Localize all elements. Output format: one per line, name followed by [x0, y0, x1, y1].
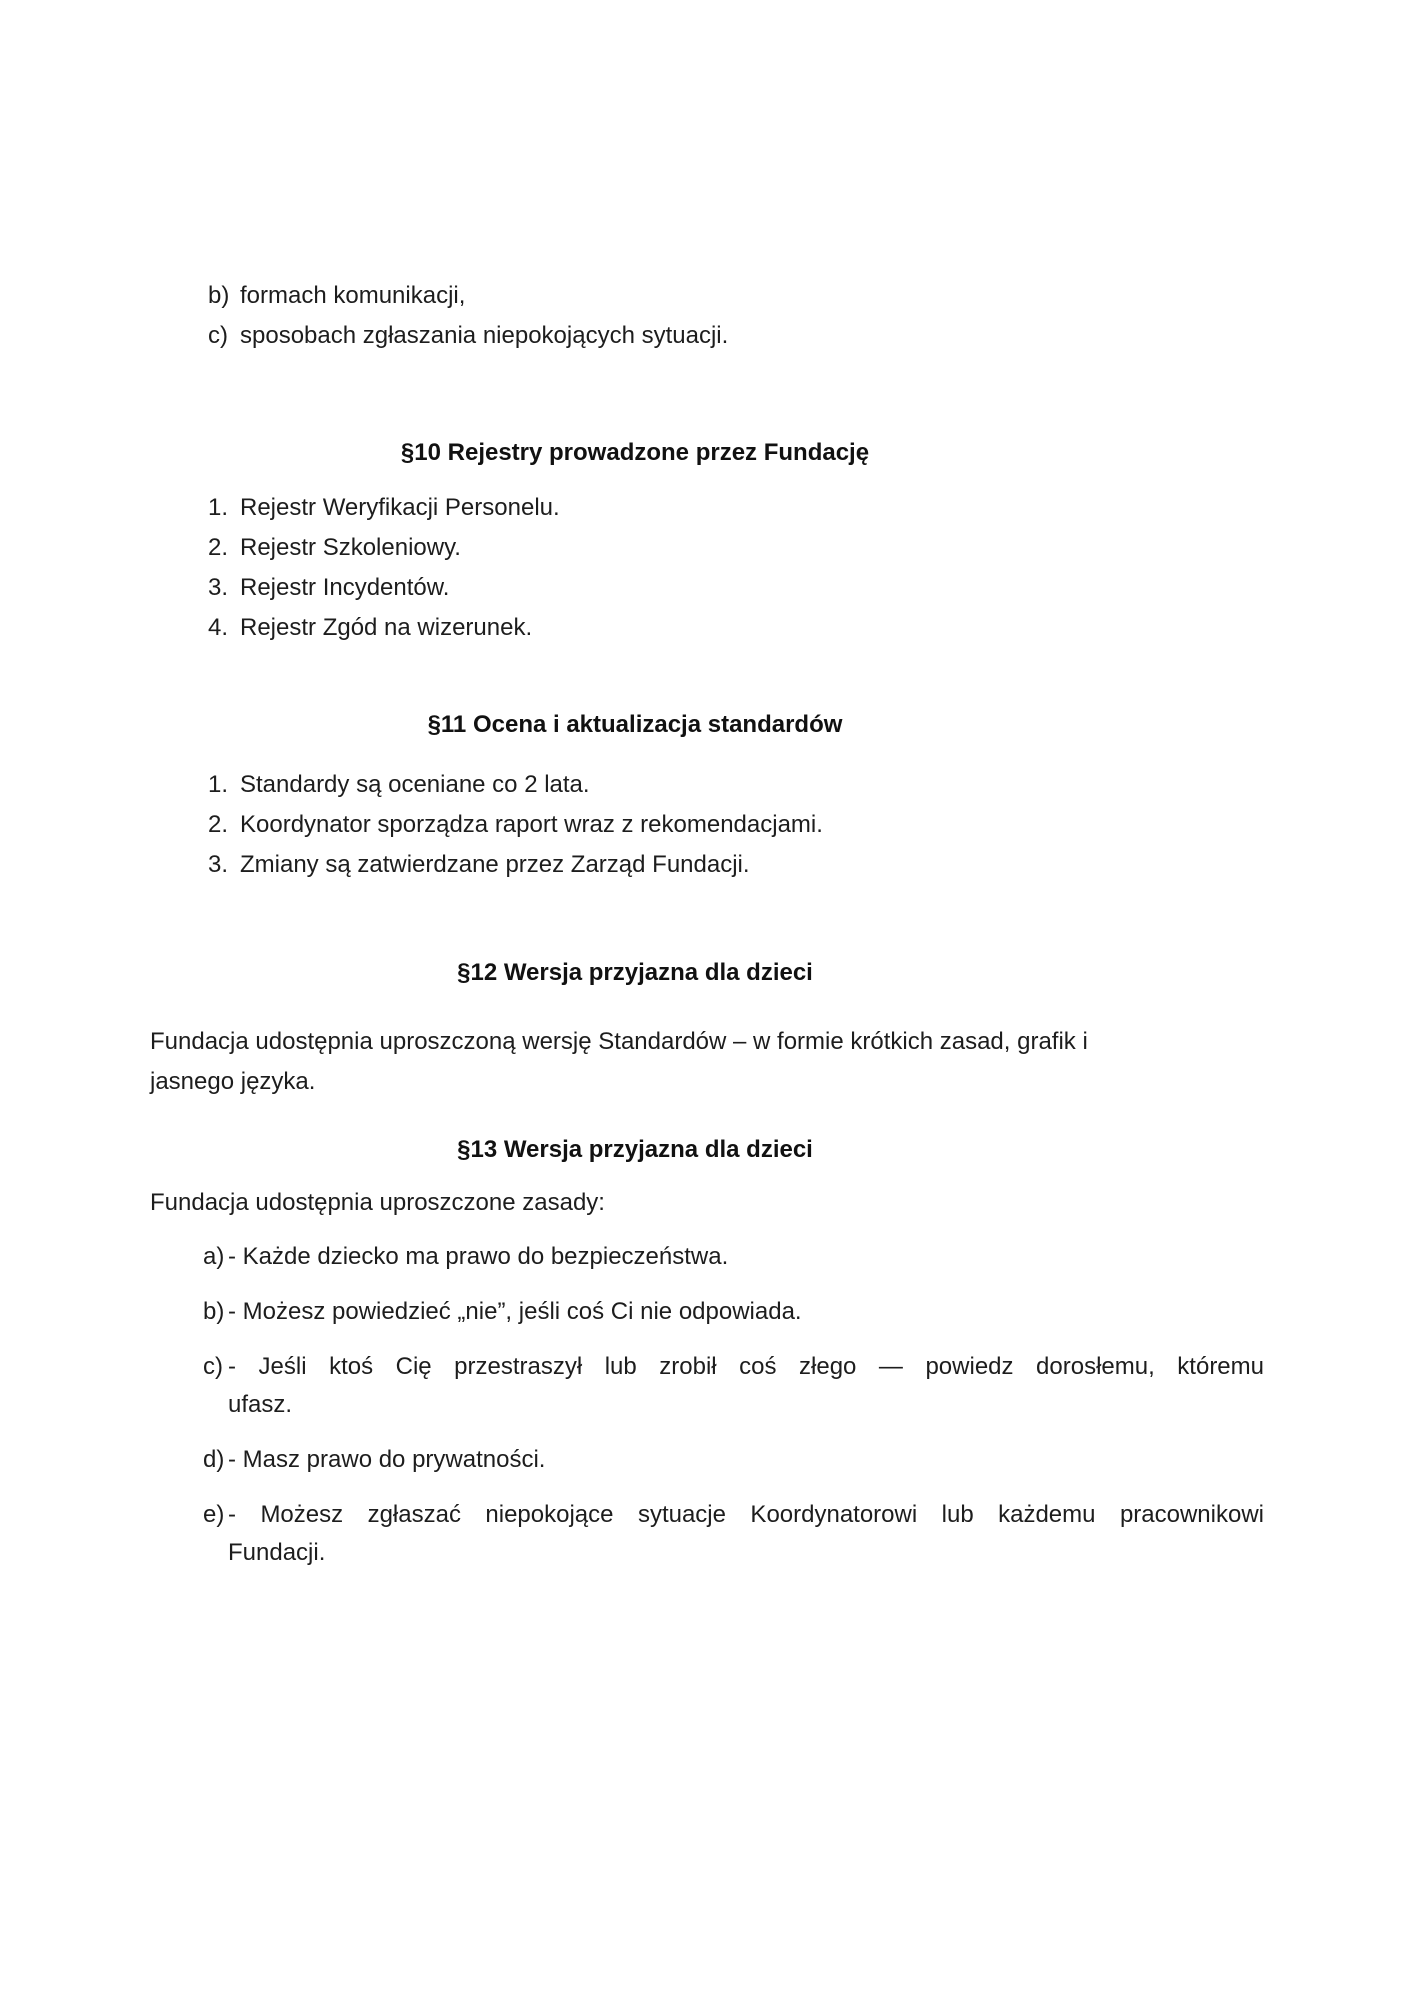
list-item-text: Rejestr Zgód na wizerunek.	[240, 614, 533, 641]
paragraph-line: jasnego języka.	[150, 1068, 316, 1095]
list-item	[150, 805, 1264, 845]
list-item	[150, 1496, 1264, 1572]
list-item-marker: 2.	[208, 534, 229, 561]
list-item-text: Zmiany są zatwierdzane przez Zarząd Fundacji.	[240, 851, 750, 878]
list-item-marker: e)	[203, 1501, 225, 1528]
list-item-text: - Każde dziecko ma prawo do bezpieczeństwa.	[228, 1243, 729, 1270]
list-item-marker: c)	[203, 1353, 223, 1380]
list-item-text: - Masz prawo do prywatności.	[228, 1446, 546, 1473]
section-s11-list	[150, 765, 1264, 885]
list-item-text	[228, 1348, 1264, 1424]
list-item	[150, 276, 1264, 316]
list-item-line: - Możesz zgłaszać niepokojące sytuacje Koordynatorowi lub każdemu pracownikowi	[228, 1501, 1264, 1528]
list-item-text: formach komunikacji,	[240, 282, 466, 309]
list-item	[150, 488, 1264, 528]
section-heading-s11: §11 Ocena i aktualizacja standardów	[427, 711, 843, 738]
list-item-line: - Jeśli ktoś Cię przestraszył lub zrobił coś złego — powiedz dorosłemu, któremu	[228, 1353, 1264, 1380]
list-item-marker: 4.	[208, 614, 229, 641]
list-item	[150, 1238, 1264, 1276]
list-item	[150, 1348, 1264, 1424]
list-item-marker: 3.	[208, 574, 229, 601]
list-item-marker: a)	[203, 1243, 225, 1270]
section-s13-list	[150, 1238, 1264, 1572]
list-item-text: - Możesz powiedzieć „nie”, jeśli coś Ci nie odpowiada.	[228, 1298, 802, 1325]
list-item-marker: b)	[208, 282, 230, 309]
list-item-line: ufasz.	[228, 1391, 293, 1418]
intro-list	[150, 276, 1264, 356]
paragraph-line: Fundacja udostępnia uproszczoną wersję Standardów – w formie krótkich zasad, grafik i	[150, 1028, 1088, 1055]
list-item	[150, 568, 1264, 608]
section-s10-list	[150, 488, 1264, 648]
list-item	[150, 765, 1264, 805]
list-item-text: Rejestr Weryfikacji Personelu.	[240, 494, 560, 521]
list-item-marker: 1.	[208, 494, 229, 521]
list-item-marker: 1.	[208, 771, 229, 798]
section-heading-s12: §12 Wersja przyjazna dla dzieci	[457, 959, 813, 986]
list-item-text: sposobach zgłaszania niepokojących sytuacji.	[240, 322, 729, 349]
list-item	[150, 608, 1264, 648]
list-item-marker: d)	[203, 1446, 225, 1473]
list-item-text: Rejestr Szkoleniowy.	[240, 534, 461, 561]
section-s13-intro: Fundacja udostępnia uproszczone zasady:	[150, 1189, 605, 1216]
list-item	[150, 1293, 1264, 1331]
list-item-text: Koordynator sporządza raport wraz z rekomendacjami.	[240, 811, 823, 838]
list-item	[150, 316, 1264, 356]
section-s12-paragraph	[150, 1022, 1264, 1102]
list-item-marker: c)	[208, 322, 228, 349]
section-heading-s10: §10 Rejestry prowadzone przez Fundację	[400, 439, 870, 466]
list-item-text	[228, 1496, 1264, 1572]
list-item-line: Fundacji.	[228, 1539, 326, 1566]
list-item	[150, 845, 1264, 885]
list-item	[150, 1441, 1264, 1479]
list-item-marker: 2.	[208, 811, 229, 838]
list-item-text: Standardy są oceniane co 2 lata.	[240, 771, 590, 798]
section-heading-s13: §13 Wersja przyjazna dla dzieci	[457, 1136, 813, 1163]
list-item-marker: 3.	[208, 851, 229, 878]
list-item-marker: b)	[203, 1298, 225, 1325]
list-item-text: Rejestr Incydentów.	[240, 574, 450, 601]
list-item	[150, 528, 1264, 568]
